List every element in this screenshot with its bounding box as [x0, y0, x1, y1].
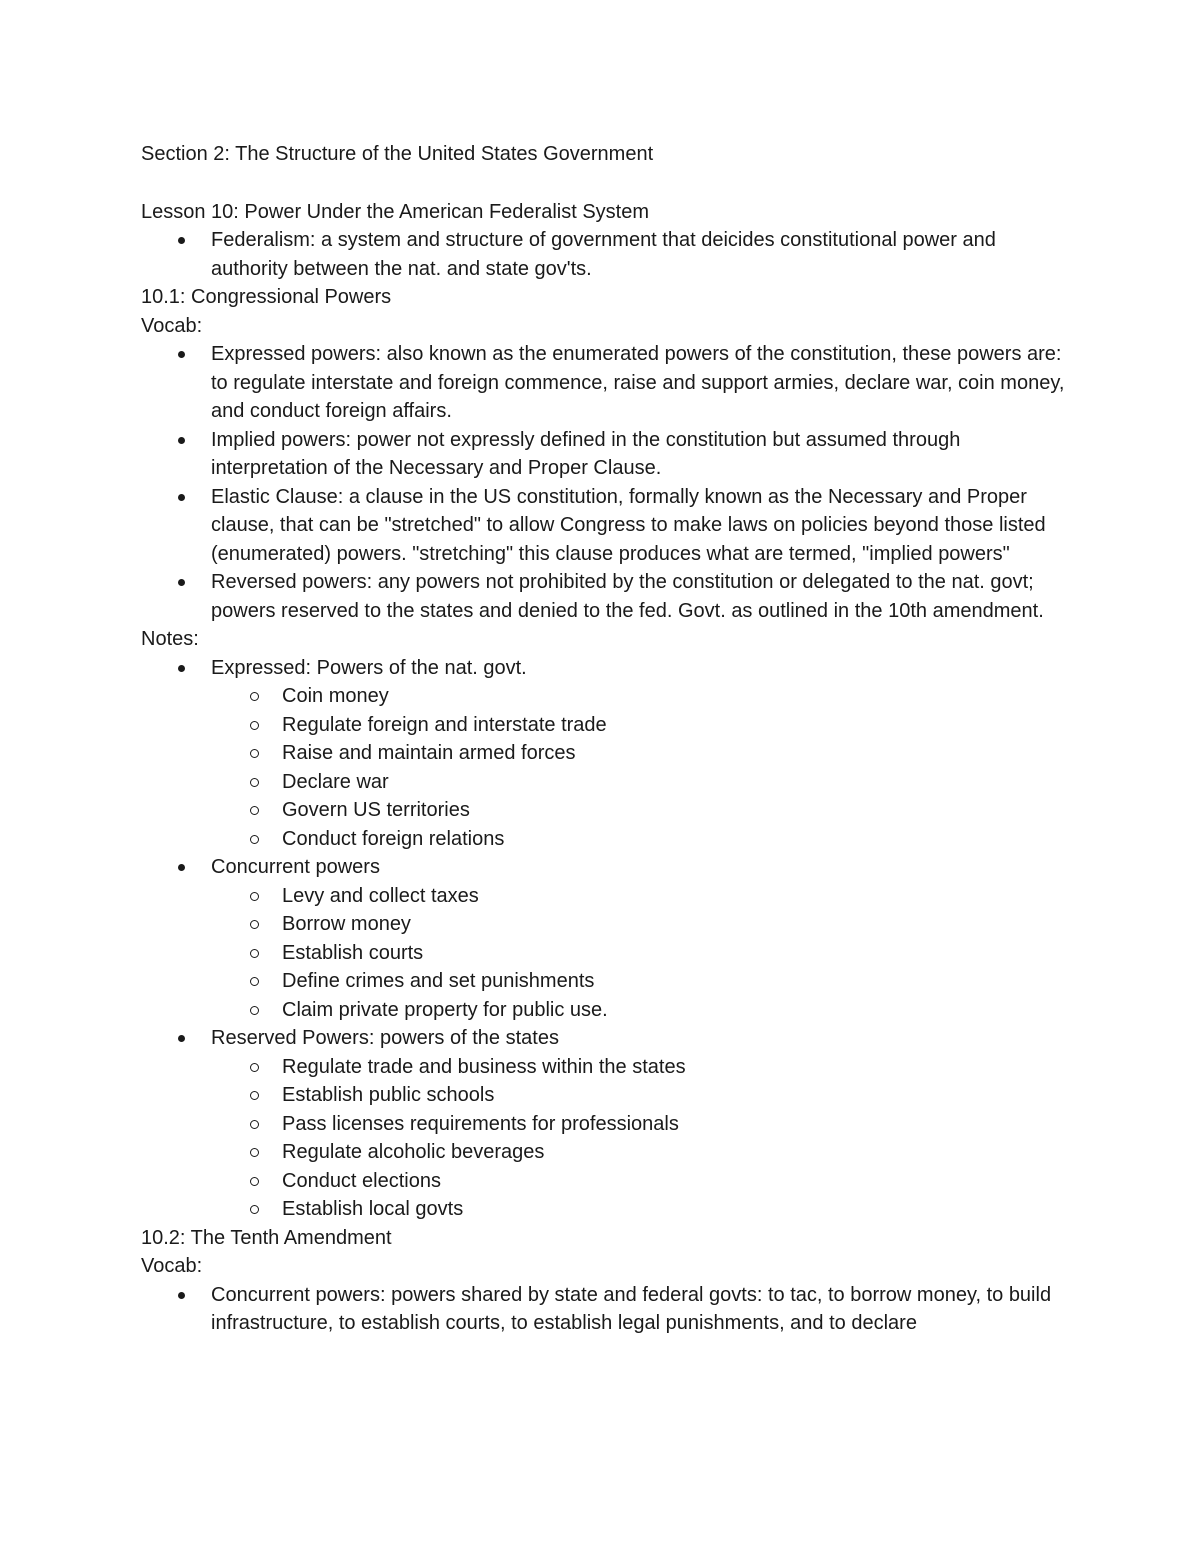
sub-list-item: Coin money — [141, 682, 1071, 711]
bullet-dot-icon — [178, 437, 185, 444]
bullet-circle-icon — [250, 1148, 259, 1157]
lesson-bullet-list — [141, 226, 1071, 283]
sub-list-item: Define crimes and set punishments — [141, 967, 1071, 996]
list-item: Reserved Powers: powers of the states — [141, 1024, 1071, 1053]
bullet-dot-icon — [178, 237, 185, 244]
vocab-label: Vocab: — [141, 1255, 203, 1277]
list-item: Implied powers: power not expressly defined in the constitution but assumed through interpretation of the Necessary and Proper Clause. — [141, 426, 1071, 483]
bullet-circle-icon — [250, 1063, 259, 1072]
subsection-heading-10-1: 10.1: Congressional Powers — [141, 286, 392, 308]
bullet-circle-icon — [250, 806, 259, 815]
section-title: Section 2: The Structure of the United States Government — [141, 143, 654, 165]
bullet-dot-icon — [178, 351, 185, 358]
list-item: Expressed powers: also known as the enumerated powers of the constitution, these powers are: to regulate interstate and foreign commence, raise and support armies, declare war, coin money, and conduct foreign affairs. — [141, 340, 1071, 426]
bullet-circle-icon — [250, 920, 259, 929]
bullet-dot-icon — [178, 665, 185, 672]
bullet-circle-icon — [250, 835, 259, 844]
sub-list-item: Claim private property for public use. — [141, 996, 1071, 1025]
list-item: Concurrent powers — [141, 853, 1071, 882]
bullet-circle-icon — [250, 721, 259, 730]
sub-list-item: Establish courts — [141, 939, 1071, 968]
bullet-dot-icon — [178, 864, 185, 871]
sub-list-item: Levy and collect taxes — [141, 882, 1071, 911]
sub-list-item: Conduct elections — [141, 1167, 1071, 1196]
list-item: Federalism: a system and structure of government that deicides constitutional power and authority between the nat. and state gov'ts. — [141, 226, 1071, 283]
sub-list-item: Establish local govts — [141, 1195, 1071, 1224]
sub-list-item: Establish public schools — [141, 1081, 1071, 1110]
bullet-dot-icon — [178, 1035, 185, 1042]
list-item: Elastic Clause: a clause in the US constitution, formally known as the Necessary and Proper clause, that can be "stretched" to allow Congress to make laws on policies beyond those listed (enumerated) powers. "stretching" this clause produces what are termed, "implied powers" — [141, 483, 1071, 569]
bullet-dot-icon — [178, 579, 185, 586]
sub-list-item: Conduct foreign relations — [141, 825, 1071, 854]
document-page — [141, 140, 1071, 1338]
sub-list-item: Raise and maintain armed forces — [141, 739, 1071, 768]
bullet-dot-icon — [178, 1292, 185, 1299]
sub-list-item: Declare war — [141, 768, 1071, 797]
bullet-circle-icon — [250, 778, 259, 787]
sub-list-item: Pass licenses requirements for professionals — [141, 1110, 1071, 1139]
bullet-circle-icon — [250, 1091, 259, 1100]
list-item: Expressed: Powers of the nat. govt. — [141, 654, 1071, 683]
notes-label: Notes: — [141, 628, 199, 650]
bullet-dot-icon — [178, 494, 185, 501]
list-item: Concurrent powers: powers shared by state and federal govts: to tac, to borrow money, to build infrastructure, to establish courts, to establish legal punishments, and to declare — [141, 1281, 1071, 1338]
bullet-circle-icon — [250, 749, 259, 758]
sub-list-item: Regulate foreign and interstate trade — [141, 711, 1071, 740]
vocab-list-10-2 — [141, 1281, 1071, 1338]
bullet-circle-icon — [250, 892, 259, 901]
bullet-circle-icon — [250, 977, 259, 986]
lesson-title: Lesson 10: Power Under the American Federalist System — [141, 200, 650, 223]
bullet-circle-icon — [250, 1177, 259, 1186]
subsection-heading-10-2: 10.2: The Tenth Amendment — [141, 1226, 392, 1249]
notes-list — [141, 654, 1071, 1224]
bullet-circle-icon — [250, 1006, 259, 1015]
blank-line — [141, 169, 1071, 198]
sub-list-item: Govern US territories — [141, 796, 1071, 825]
bullet-circle-icon — [250, 949, 259, 958]
sub-list-item: Borrow money — [141, 910, 1071, 939]
vocab-label: Vocab: — [141, 314, 203, 337]
sub-list-item: Regulate alcoholic beverages — [141, 1138, 1071, 1167]
list-item: Reversed powers: any powers not prohibited by the constitution or delegated to the nat. govt; powers reserved to the states and denied to the fed. Govt. as outlined in the 10th amendment. — [141, 568, 1071, 625]
bullet-circle-icon — [250, 1205, 259, 1214]
vocab-list-10-1 — [141, 340, 1071, 625]
bullet-circle-icon — [250, 692, 259, 701]
bullet-circle-icon — [250, 1120, 259, 1129]
sub-list-item: Regulate trade and business within the states — [141, 1053, 1071, 1082]
